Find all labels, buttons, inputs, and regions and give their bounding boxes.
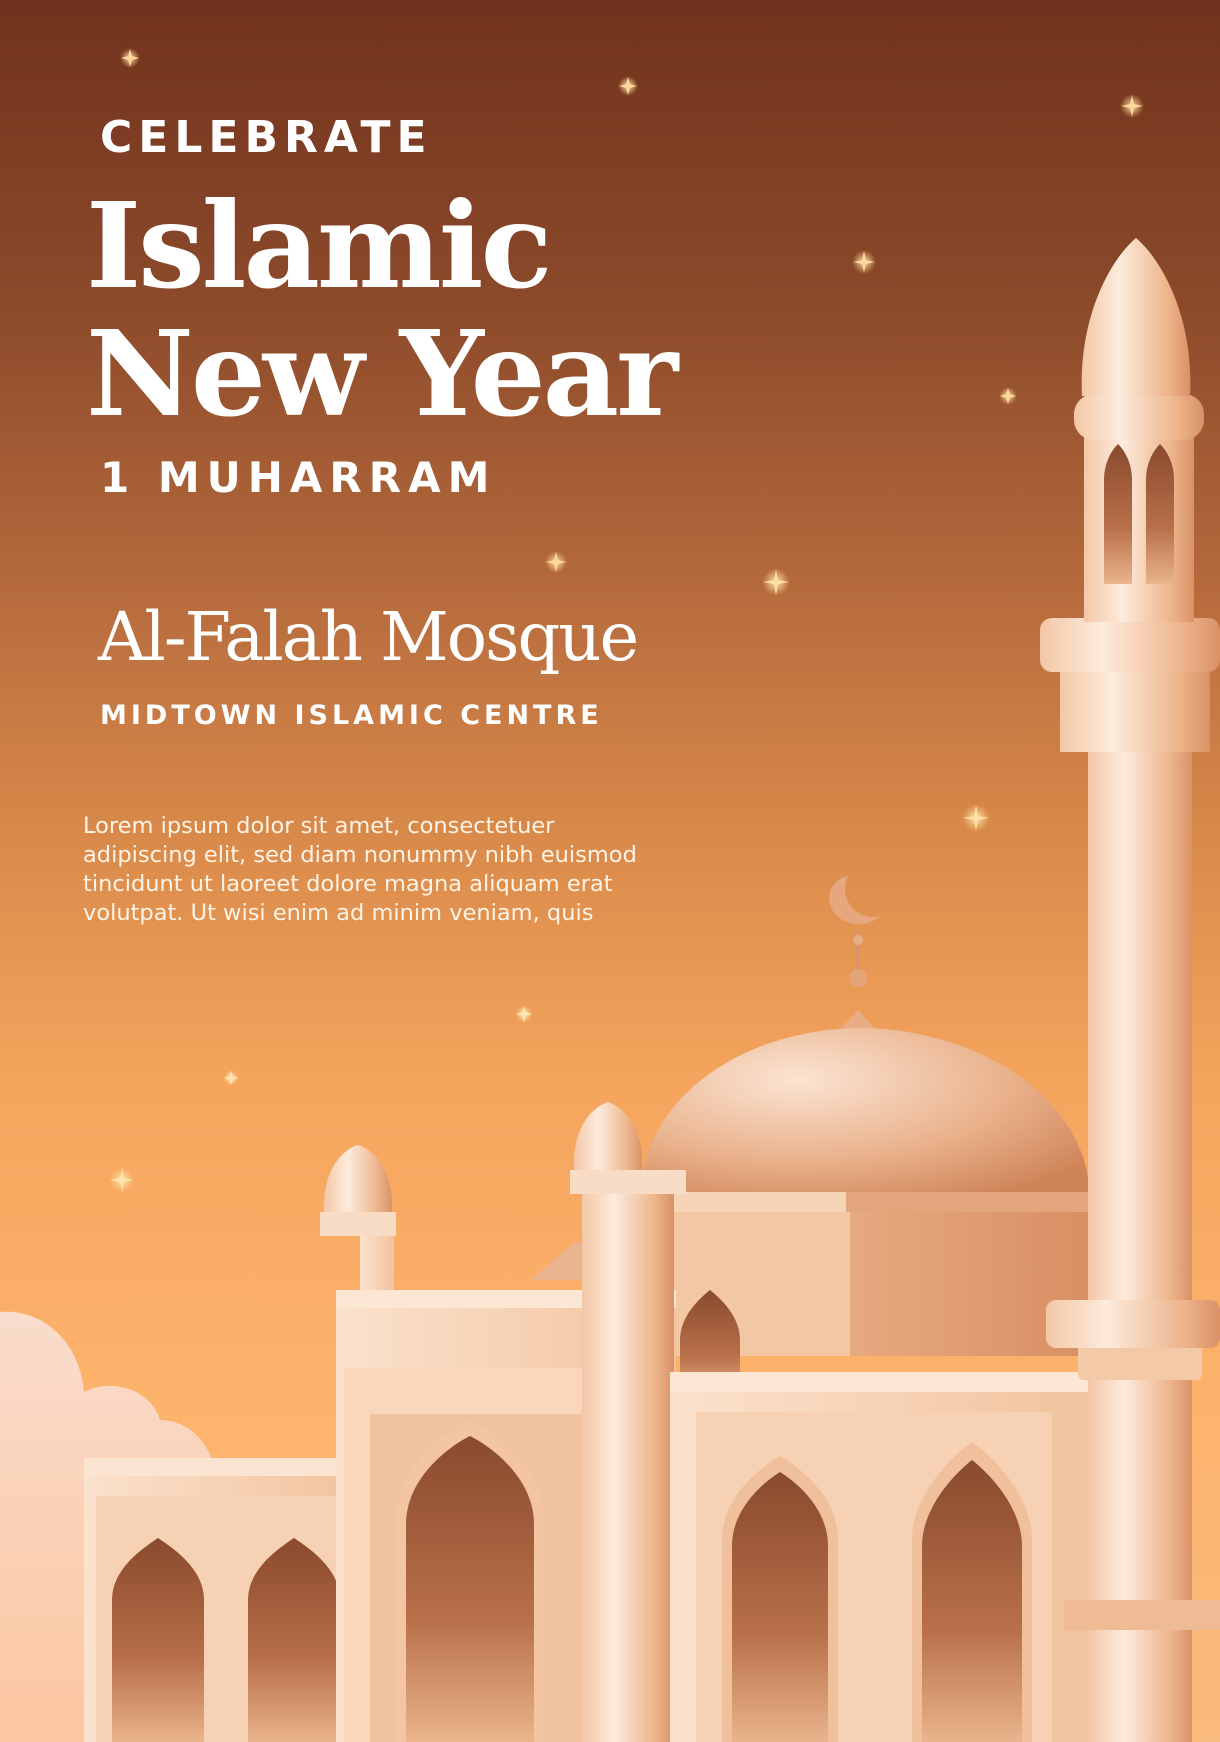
venue-name: Al-Falah Mosque (98, 598, 638, 676)
title-line-1: Islamic (86, 176, 550, 315)
central-turret (570, 1102, 686, 1742)
left-wing (84, 1458, 354, 1742)
poster-title (86, 176, 676, 443)
hijri-date: 1 MUHARRAM (100, 453, 497, 502)
crescent-finial (829, 876, 880, 1032)
title-line-2: New Year (86, 304, 676, 443)
right-wing (670, 1372, 1090, 1742)
main-dome (640, 1028, 1090, 1200)
venue-subtitle: MIDTOWN ISLAMIC CENTRE (100, 700, 603, 731)
body-paragraph: Lorem ipsum dolor sit amet, consectetuer adipiscing elit, sed diam nonummy nibh euismod tincidunt ut laoreet dolore magna aliquam erat volutpat. Ut wisi enim ad minim veniam, quis (83, 813, 637, 926)
celebrate-kicker: CELEBRATE (100, 112, 433, 163)
